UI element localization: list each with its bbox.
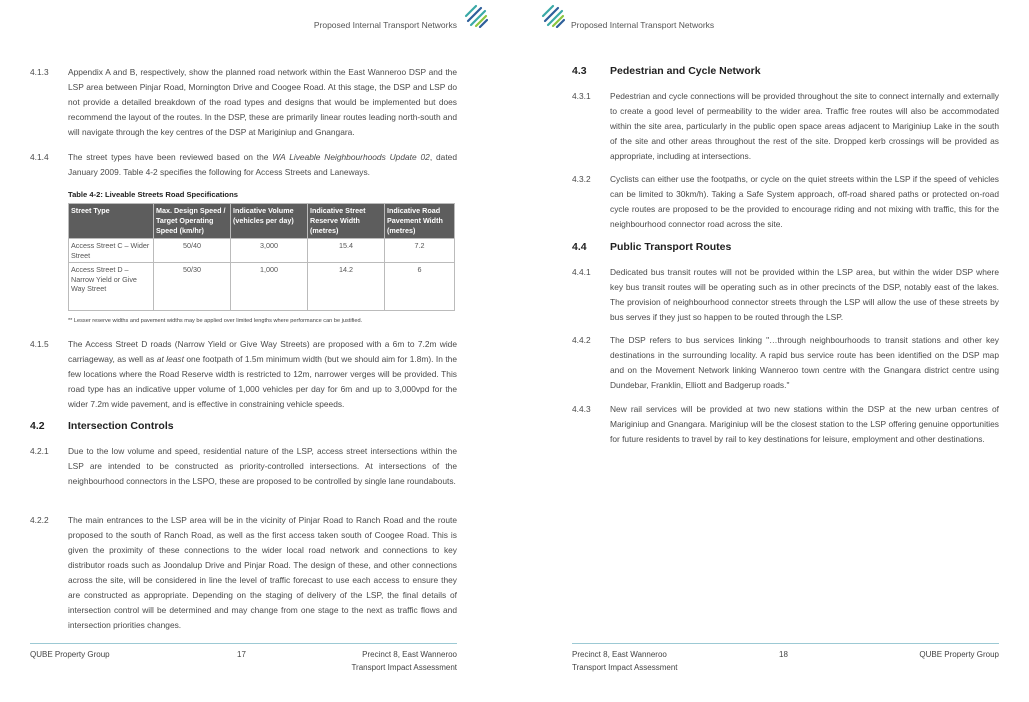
header-title: Proposed Internal Transport Networks xyxy=(571,20,715,30)
para-4-4-3 xyxy=(572,402,999,464)
table-header: Street Type xyxy=(69,204,154,239)
table-cell: 50/40 xyxy=(154,239,231,263)
para-4-2-2 xyxy=(30,513,457,635)
table-cell: 6 xyxy=(385,263,455,311)
para-number: 4.3.2 xyxy=(572,174,591,184)
para-number: 4.1.5 xyxy=(30,339,49,349)
table-note: ** Lesser reserve widths and pavement widths may be applied over limited lengths where performance can be justified. xyxy=(68,318,363,324)
heading-title: Intersection Controls xyxy=(68,420,174,432)
table-row xyxy=(69,239,455,263)
footer-project xyxy=(351,650,457,672)
footer-company: QUBE Property Group xyxy=(30,650,110,659)
logo-icon xyxy=(541,4,565,28)
table-header: Max. Design Speed / Target Operating Speed (km/hr) xyxy=(154,204,231,239)
section-heading-4-4 xyxy=(572,241,999,257)
para-number: 4.4.3 xyxy=(572,404,591,414)
para-number: 4.2.1 xyxy=(30,446,49,456)
page-number: 18 xyxy=(779,650,788,659)
footer-project xyxy=(572,650,678,672)
para-4-4-2 xyxy=(572,333,999,395)
para-number: 4.1.4 xyxy=(30,152,49,162)
section-heading-4-3 xyxy=(572,65,999,81)
footer-rule xyxy=(30,643,457,644)
header-title: Proposed Internal Transport Networks xyxy=(313,20,457,30)
table-cell: 50/30 xyxy=(154,263,231,311)
page-number: 17 xyxy=(237,650,246,659)
para-4-3-2 xyxy=(572,172,999,234)
heading-title: Pedestrian and Cycle Network xyxy=(610,65,761,77)
para-emphasis: WA Liveable Neighbourhoods Update 02 xyxy=(272,152,430,162)
table-cell: 7.2 xyxy=(385,239,455,263)
para-4-1-3 xyxy=(30,65,457,141)
table-header: Indicative Road Pavement Width (metres) xyxy=(385,204,455,239)
heading-title: Public Transport Routes xyxy=(610,241,732,253)
footer-project-line: Precinct 8, East Wanneroo xyxy=(362,650,457,659)
para-text-part: one footpath of 1.5m minimum width (but we should aim for 1.8m). In the few locations where the Road Reserve width is restricted to 12m, narrower verges will be provided. This road type has an indicative upper volume of 1,000 vehicles per day for 6m and up to 3,000vpd for the wider 7.2m wide pavement, and is effective in constraining vehicle speeds. xyxy=(68,354,457,409)
table-header: Indicative Street Reserve Width (metres) xyxy=(308,204,385,239)
footer-project-line: Precinct 8, East Wanneroo xyxy=(572,650,667,659)
logo-icon xyxy=(464,4,488,28)
para-text-part: The Access Street D roads (Narrow Yield or Give Way Streets) are proposed with a 6m to 7.2m wide carriageway, as well as xyxy=(68,339,457,364)
para-text-part: , dated January 2009. Table 4-2 specifies the following for Access Streets and Laneways. xyxy=(68,152,457,177)
section-heading-4-2 xyxy=(30,420,457,436)
para-number: 4.3.1 xyxy=(572,91,591,101)
para-text: Dedicated bus transit routes will not be provided within the LSP area, but within the wider DSP where key bus transit routes will be operating such as in other precincts of the DSP, notably east of the lakes. The provision of neighbourhood connector streets through the LSP will allow the use of these streets by bus serves if they just so happen to be routed through the LSP. xyxy=(610,267,999,322)
footer-company: QUBE Property Group xyxy=(919,650,999,659)
para-text: New rail services will be provided at two new stations within the DSP at the new urban centres of Mariginiup and Gnangara. Mariginiup will be the closest station to the LSP offering genuine opportunities for future residents to travel by rail to key destinations for leisure, employment and other destinations. xyxy=(610,404,999,444)
footer-project-line: Transport Impact Assessment xyxy=(351,663,457,672)
para-4-1-5 xyxy=(30,337,457,413)
para-text xyxy=(68,337,457,412)
para-4-4-1 xyxy=(572,265,999,327)
table-cell: Access Street D – Narrow Yield or Give Way Street xyxy=(69,263,154,311)
right-page xyxy=(515,0,1029,702)
table-header: Indicative Volume (vehicles per day) xyxy=(231,204,308,239)
para-4-3-1 xyxy=(572,89,999,165)
para-4-2-1 xyxy=(30,444,457,506)
para-text: Pedestrian and cycle connections will be provided throughout the site to connect internally and externally to create a good level of permeability to the wider area. Traffic free routes will also be accommodated within the site area, particularly in the public open space areas adjacent to Mariginiup Lake in the south of the site and other areas throughout the rest of the site. Dropped kerb crossings will be provided as appropriate, including at intersections. xyxy=(610,91,999,161)
heading-number: 4.4 xyxy=(572,241,587,253)
footer-rule xyxy=(572,643,999,644)
para-number: 4.4.1 xyxy=(572,267,591,277)
para-text: Due to the low volume and speed, residential nature of the LSP, access street intersections within the LSP are intended to be constructed as priority-controlled intersections. At intersections of the neighbourhood connectors in the LSPO, these are proposed to be controlled by single lane roundabouts. xyxy=(68,446,457,486)
table-cell: 1,000 xyxy=(231,263,308,311)
para-text: Cyclists can either use the footpaths, or cycle on the quiet streets within the LSP if the speed of vehicles can be limited to 30km/h). Taking a Safe System approach, off-road shared paths or protected on-road cycle routes are proposed to be the provided to encourage riding and not mixing with traffic, this for the neighbourhood connector road across the site. xyxy=(610,174,999,229)
heading-number: 4.3 xyxy=(572,65,587,77)
table-cell: 15.4 xyxy=(308,239,385,263)
para-text: The DSP refers to bus services linking "…through neighbourhoods to transit stations and other key destinations in the surrounding locality. A rapid bus service route has been identified on the DSP map and on the Movement Network linking Wanneroo town centre with the Gnangara district centre using Dundebar, Franklin, Elliott and Badgerup roads." xyxy=(610,335,999,390)
para-text: The main entrances to the LSP area will be in the vicinity of Pinjar Road to Ranch Road and the route proposed to the south of Ranch Road, as well as the first access taken south of Coogee Road. This is given the proximity of these connections to the wider local road network and connections to key distributor roads such as Joondalup Drive and Pinjar Road. The design of these, and other connections across the site, will be considered in line the level of traffic forecast to use each access to ensure they are constructed as appropriate. Depending on the staging of delivery of the LSP, the final details of intersection control will be determined and may change from one stage to the next as traffic flows and intersection priorities changes. xyxy=(68,515,457,630)
para-text: Appendix A and B, respectively, show the planned road network within the East Wanneroo DSP and the LSP area between Pinjar Road, Mornington Drive and Coogee Road. At this stage, the DSP and LSP do not provide a detailed breakdown of the road types and designs that would be implemented but does recommend the layout of the routes. In the DSP, these are primarily linear routes leading north-south and will navigate through the key centres of the DSP at Mariginiup and Gnangara. xyxy=(68,67,457,137)
table-cell: 3,000 xyxy=(231,239,308,263)
table-cell: 14.2 xyxy=(308,263,385,311)
para-4-1-4 xyxy=(30,150,457,182)
heading-number: 4.2 xyxy=(30,420,45,432)
table-row xyxy=(69,263,455,311)
road-spec-table xyxy=(68,203,455,311)
left-page xyxy=(0,0,514,702)
para-text xyxy=(68,150,457,180)
para-text-part: The street types have been reviewed based on the xyxy=(68,152,273,162)
table-caption: Table 4-2: Liveable Streets Road Specifications xyxy=(68,190,238,199)
para-number: 4.4.2 xyxy=(572,335,591,345)
footer-project-line: Transport Impact Assessment xyxy=(572,663,678,672)
para-number: 4.1.3 xyxy=(30,67,49,77)
table-cell: Access Street C – Wider Street xyxy=(69,239,154,263)
para-number: 4.2.2 xyxy=(30,515,49,525)
para-emphasis: at least xyxy=(156,354,184,364)
